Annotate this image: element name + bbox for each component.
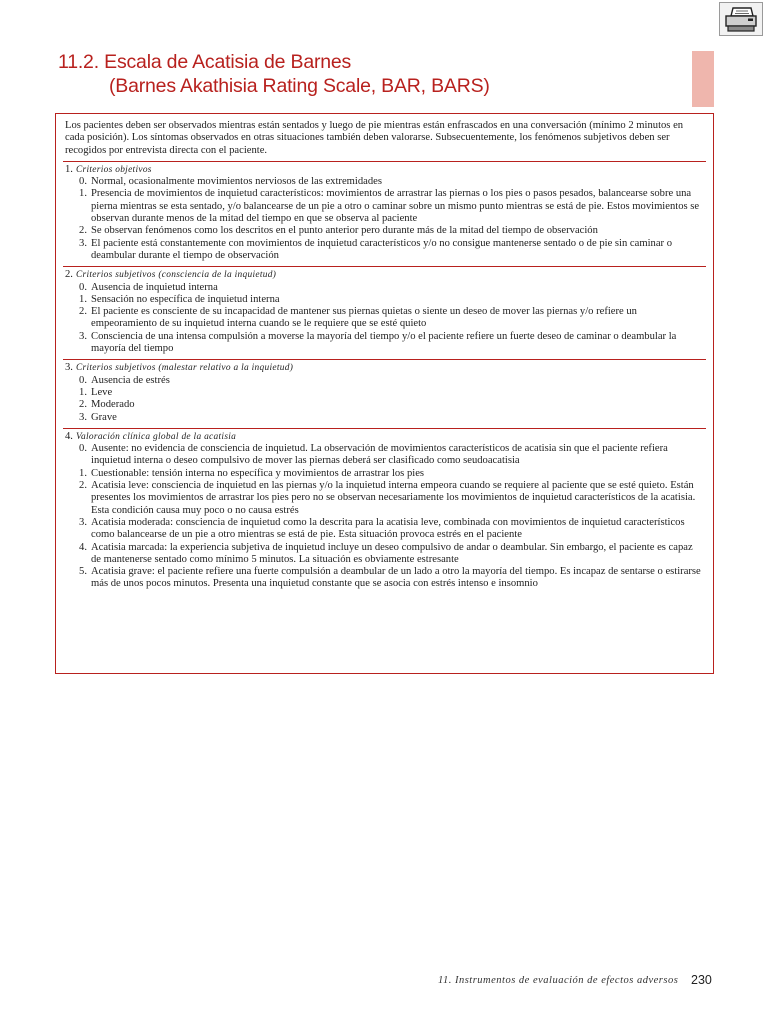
item-number: 3.: [79, 516, 87, 528]
item-number: 0.: [79, 374, 87, 386]
page-title: [58, 50, 490, 98]
item-text: Presencia de movimientos de inquietud característicos: movimientos de arrastrar las piernas o los pies o pasos pesados, balancearse sobre una pierna mientras se esta sentado, y/o balancearse de un pie a otro o caminar sobre un mismo punto mientras se está de pie. Estos movimientos se observan durante menos de la mitad del tiempo en que se observa al paciente: [91, 188, 700, 225]
list-item: [65, 225, 704, 237]
section-heading: [65, 431, 704, 443]
item-number: 3.: [79, 411, 87, 423]
criteria-section-4: [65, 431, 704, 591]
criteria-section-3: [65, 362, 704, 423]
divider: [63, 428, 706, 429]
item-number: 3.: [79, 237, 87, 249]
item-number: 0.: [79, 443, 87, 455]
item-number: 2.: [79, 225, 87, 237]
item-text: Ausencia de estrés: [91, 374, 170, 386]
list-item: [65, 282, 704, 294]
list-item: [65, 399, 704, 411]
item-text: Acatisia marcada: la experiencia subjetiva de inquietud incluye un deseo compulsivo de andar o deambular. Sin embargo, el paciente es capaz de mantenerse sentado como mínimo 5 minutos. La situación es obviamente estresante: [91, 541, 693, 565]
item-number: 1.: [79, 188, 87, 200]
list-item: [65, 412, 704, 424]
list-item: [65, 517, 704, 542]
divider: [63, 359, 706, 360]
item-text: Acatisia grave: el paciente refiere una fuerte compulsión a deambular de un lado a otro la mayoría del tiempo. Es incapaz de sentarse o estirarse más de unos pocos minutos. Presenta una inquietud constante que se asocia con estrés intenso e insomnio: [91, 566, 701, 590]
list-item: [65, 542, 704, 567]
item-text: Consciencia de una intensa compulsión a moverse la mayoría del tiempo y/o el paciente refiere un fuerte deseo de caminar o deambular la mayoría del tiempo: [91, 330, 677, 355]
criteria-section-2: [65, 269, 704, 355]
item-number: 1.: [79, 293, 87, 305]
title-line-1: 11.2. Escala de Acatisia de Barnes: [58, 51, 352, 73]
item-text: El paciente es consciente de su incapacidad de mantener sus piernas quietas o siente un deseo de mover las piernas y/o refiere un empeoramiento de su inquietud interna cuando se le requiere que se esté quieto: [91, 306, 637, 330]
section-number: 3.: [65, 362, 73, 374]
list-item: [65, 375, 704, 387]
item-text: Normal, ocasionalmente movimientos nerviosos de las extremidades: [91, 176, 382, 188]
item-text: Leve: [91, 386, 113, 398]
item-number: 1.: [79, 467, 87, 479]
item-number: 4.: [79, 541, 87, 553]
item-text: Acatisia leve: consciencia de inquietud en las piernas y/o la inquietud interna empeora cuando se requiere al paciente que se esté quieto. Están presentes los movimientos de arrastrar los pies pero no se observan necesariamente los movimientos de inquietud característicos de la acatisia. Esta condición causa muy poco o no causa estrés: [91, 480, 696, 516]
item-number: 5.: [79, 566, 87, 578]
scale-box: [55, 113, 714, 674]
print-button[interactable]: [719, 2, 763, 36]
intro-paragraph: Los pacientes deben ser observados mientras están sentados y luego de pie mientras están enfrascados en una conversación (mínimo 2 minutos en cada posición). Los síntomas observados en otras situaciones también deben valorarse. Subsecuentemente, los fenómenos subjetivos deben ser recogidos por entrevista directa con el paciente.: [65, 120, 684, 156]
list-item: [65, 387, 704, 399]
section-heading: [65, 269, 704, 281]
section-tab-marker: [692, 51, 714, 107]
section-heading: [65, 362, 704, 374]
list-item: [65, 443, 704, 468]
page-number: 230: [691, 973, 712, 987]
section-title: Criterios subjetivos (malestar relativo a la inquietud): [76, 363, 294, 374]
item-text: Ausencia de inquietud interna: [91, 281, 218, 293]
section-heading: [65, 164, 704, 176]
item-text: Sensación no específica de inquietud interna: [91, 293, 280, 305]
section-number: 4.: [65, 430, 73, 442]
item-number: 0.: [79, 176, 87, 188]
divider: [63, 161, 706, 162]
item-number: 0.: [79, 281, 87, 293]
list-item: [65, 294, 704, 306]
item-number: 1.: [79, 386, 87, 398]
divider: [63, 266, 706, 267]
item-text: Se observan fenómenos como los descritos en el punto anterior pero durante más de la mitad del tiempo de observación: [91, 225, 598, 237]
section-number: 2.: [65, 269, 73, 281]
section-title: Valoración clínica global de la acatisia: [76, 431, 237, 442]
item-text: Ausente: no evidencia de consciencia de inquietud. La observación de movimientos característicos de acatisia sin que el paciente refiera inquietud interna o deseo compulsivo de mover las piernas deberá ser clasificado como seudoacatisia: [91, 443, 668, 467]
section-title: Criterios objetivos: [76, 164, 152, 175]
list-item: [65, 176, 704, 188]
item-text: Moderado: [91, 399, 135, 411]
footer-chapter: 11. Instrumentos de evaluación de efectos adversos: [438, 975, 679, 986]
list-item: [65, 306, 704, 331]
item-text: El paciente está constantemente con movimientos de inquietud característicos y/o no consigue mantenerse sentado o de pie sin caminar o deambular durante el tiempo de observación: [91, 237, 672, 261]
list-item: [65, 331, 704, 356]
list-item: [65, 468, 704, 480]
item-number: 2.: [79, 306, 87, 318]
section-title: Criterios subjetivos (consciencia de la inquietud): [76, 270, 277, 281]
section-number: 1.: [65, 163, 73, 175]
list-item: [65, 566, 704, 591]
item-number: 2.: [79, 399, 87, 411]
item-text: Cuestionable: tensión interna no específica y movimientos de arrastrar los pies: [91, 467, 425, 479]
printer-icon: [720, 3, 762, 35]
item-number: 3.: [79, 330, 87, 342]
list-item: [65, 238, 704, 263]
item-text: Grave: [91, 411, 117, 423]
title-line-2: (Barnes Akathisia Rating Scale, BAR, BARS): [109, 75, 490, 97]
item-text: Acatisia moderada: consciencia de inquietud como la descrita para la acatisia leve, combinada con movimientos de inquietud característicos como balancearse de un pie a otro mientras se está de pie. Esta situación provoca estrés en el paciente: [91, 516, 685, 541]
item-number: 2.: [79, 480, 87, 492]
criteria-section-1: [65, 164, 704, 262]
list-item: [65, 188, 704, 225]
list-item: [65, 480, 704, 517]
